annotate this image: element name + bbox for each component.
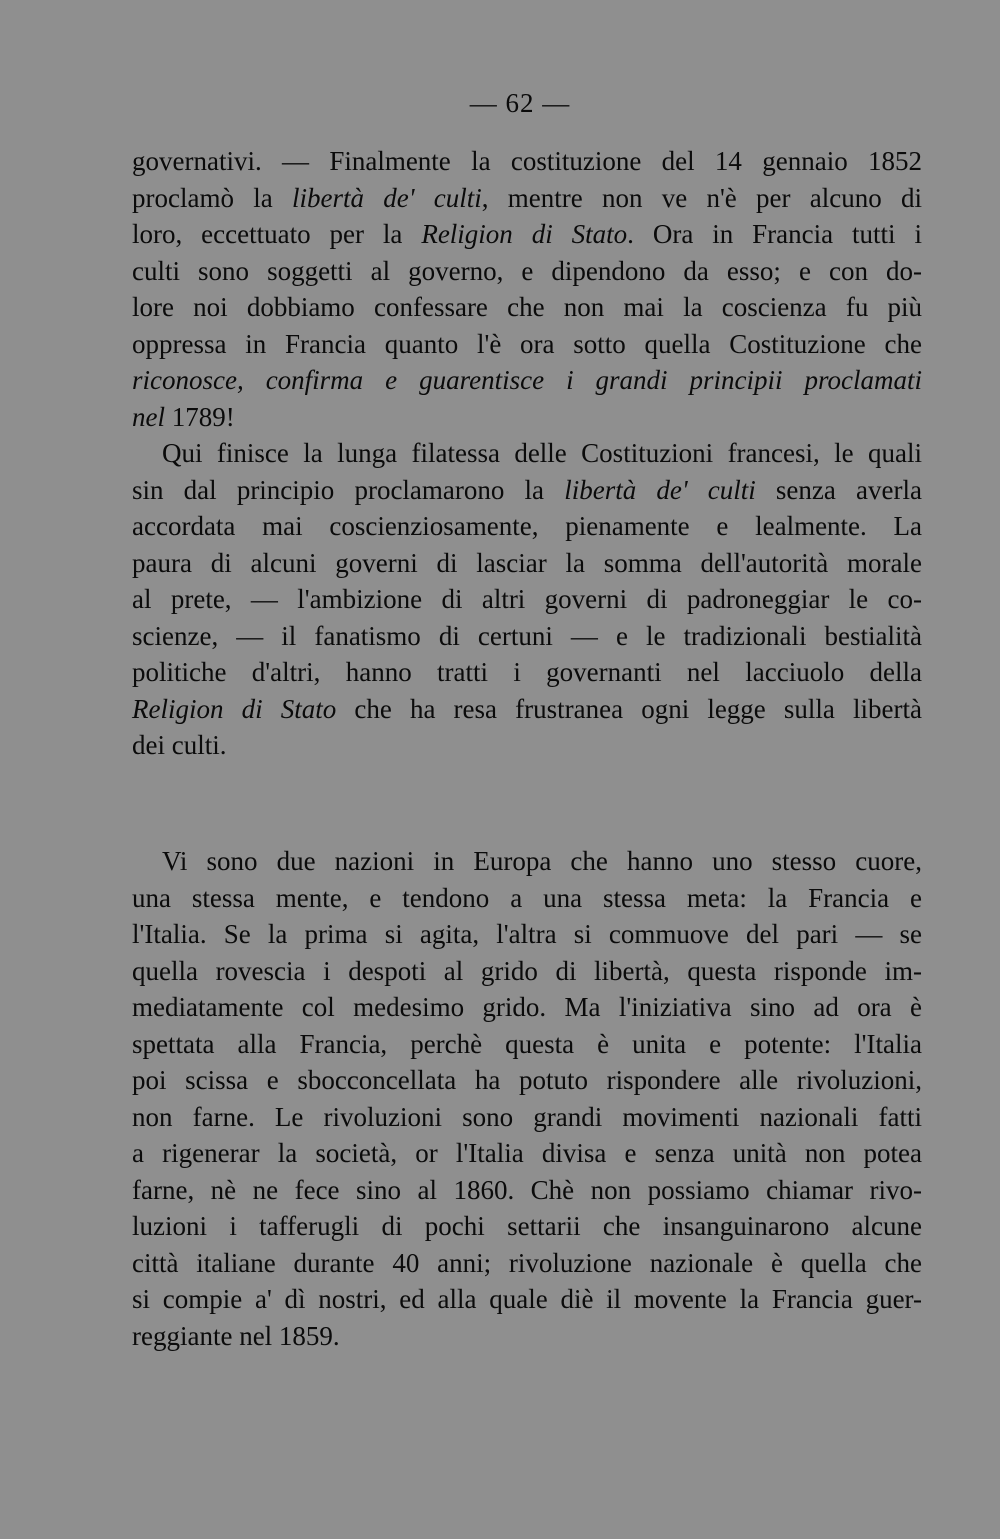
text-line: governativi. — Finalmente la costituzione del 14 gennaio 1852 (132, 146, 922, 176)
text-line: città italiane durante 40 anni; rivoluzione nazionale è quella che (132, 1247, 922, 1278)
italic-phrase: libertà de' culti (291, 182, 482, 213)
text-line: culti sono soggetti al governo, e dipendono da esso; e con do- (132, 255, 922, 286)
text-line: politiche d'altri, hanno tratti i governanti nel lacciuolo della (132, 657, 922, 687)
text-line: l'Italia. Se la prima si agita, l'altra si commuove del pari — se (132, 919, 922, 949)
italic-phrase: nel (132, 401, 165, 432)
text-line: mediatamente col medesimo grido. Ma l'iniziativa sino ad ora è (132, 992, 922, 1022)
paragraph-3 (132, 843, 922, 1354)
text-line: si compie a' dì nostri, ed alla quale diè il movente la Francia guer- (132, 1284, 922, 1314)
italic-phrase: Religion di Stato (421, 219, 628, 249)
text-line: oppressa in Francia quanto l'è ora sotto quella Costituzione che (132, 328, 922, 359)
paragraph-2 (132, 435, 922, 764)
text-line: non farne. Le rivoluzioni sono grandi movimenti nazionali fatti (132, 1101, 922, 1132)
text-line: poi scissa e sbocconcellata ha potuto rispondere alle rivoluzioni, (132, 1065, 922, 1095)
text-line: dei culti. (132, 730, 227, 760)
text-line: loro, eccettuato per la Religion di Stato. Ora in Francia tutti i (132, 219, 922, 249)
text-block-bottom (132, 843, 922, 1354)
text-line: una stessa mente, e tendono a una stessa meta: la Francia e (132, 882, 922, 913)
text-line: proclamò la libertà de' culti, mentre non ve n'è per alcuno di (132, 182, 923, 213)
page-number: — 62 — (469, 88, 571, 118)
text-line: a rigenerar la società, or l'Italia divisa e senza unità non potea (132, 1138, 922, 1168)
italic-phrase: libertà de' culti (564, 474, 756, 505)
text-line: Qui finisce la lunga filatessa delle Costituzioni francesi, le quali (162, 438, 922, 468)
text-line: quella rovescia i despoti al grido di libertà, questa risponde im- (132, 955, 922, 986)
text-line: nel 1789! (132, 401, 235, 432)
text-line: luzioni i tafferugli di pochi settarii che insanguinarono alcune (132, 1211, 922, 1241)
text-line: accordata mai coscienziosamente, pienamente e lealmente. La (132, 511, 922, 541)
text-line: Religion di Stato che ha resa frustranea ogni legge sulla libertà (132, 693, 922, 724)
text-line: scienze, — il fanatismo di certuni — e le tradizionali bestialità (132, 620, 922, 651)
italic-phrase: Religion di Stato (132, 693, 337, 724)
text-line: lore noi dobbiamo confessare che non mai la coscienza fu più (132, 292, 922, 322)
text-line: farne, nè ne fece sino al 1860. Chè non possiamo chiamar rivo- (132, 1174, 922, 1205)
text-line: Vi sono due nazioni in Europa che hanno uno stesso cuore, (162, 846, 922, 876)
text-line: sin dal principio proclamarono la libertà de' culti senza averla (132, 474, 922, 505)
text-line: paura di alcuni governi di lasciar la somma dell'autorità morale (132, 547, 922, 578)
text-block-top (132, 143, 922, 764)
text-line: al prete, — l'ambizione di altri governi di padroneggiar le co- (132, 584, 922, 614)
text-line: reggiante nel 1859. (132, 1320, 340, 1351)
italic-phrase: riconosce, confirma e guarentisce i grandi principii proclamati (132, 365, 922, 395)
paragraph-1 (132, 143, 922, 435)
text-line: spettata alla Francia, perchè questa è unita e potente: l'Italia (132, 1028, 922, 1059)
text-line (132, 362, 922, 399)
